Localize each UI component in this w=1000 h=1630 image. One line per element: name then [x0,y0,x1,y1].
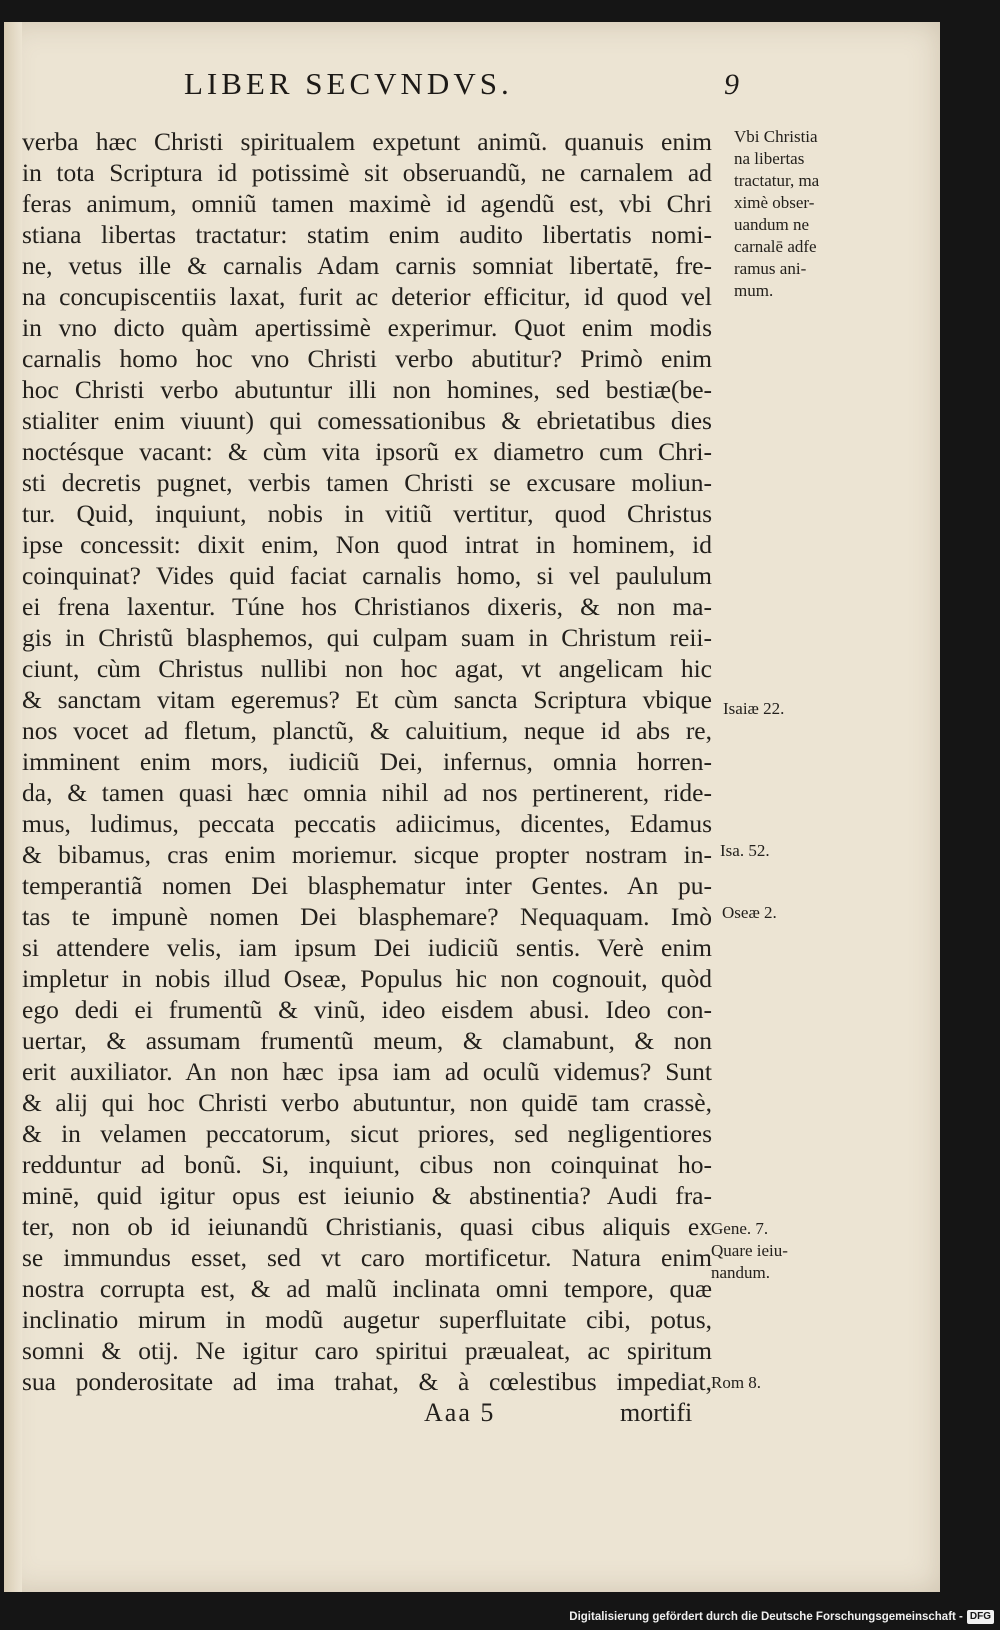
text-line: si attendere velis, iam ipsum Dei iudiciũ sentis. Verè enim [22,933,712,962]
text-line: nos vocet ad fletum, planctũ, & caluitium, neque id abs re, [22,716,712,745]
text-line: da, & tamen quasi hæc omnia nihil ad nos pertinerent, ride- [22,778,712,807]
text-line: ei frena laxentur. Túne hos Christianos dixeris, & non ma- [22,592,712,621]
marginal-note [722,902,862,924]
text-line: redduntur ad bonũ. Si, inquiunt, cibus non coinquinat ho- [22,1150,712,1179]
text-line: noctésque vacant: & cùm vita ipsorũ ex diametro cum Chri- [22,437,712,466]
marginal-note-line: ximè obser- [734,193,815,212]
signature-mark: Aaa 5 [424,1398,496,1427]
marginal-note [711,1218,851,1284]
text-line: ne, vetus ille & carnalis Adam carnis somniat libertatē, fre- [22,251,712,280]
text-line: tas te impunè nomen Dei blasphemare? Nequaquam. Imò [22,902,712,931]
marginal-note [720,840,860,862]
marginal-note-line: Vbi Christia [734,127,818,146]
text-line: & in velamen peccatorum, sicut priores, sed negligentiores [22,1119,712,1148]
marginal-note-line: Isaiæ 22. [723,699,785,718]
text-line: & bibamus, cras enim moriemur. sicque propter nostram in- [22,840,712,869]
text-line: inclinatio mirum in modũ augetur superfluitate cibi, potus, [22,1305,712,1334]
marginal-note [711,1372,851,1394]
credit-text: Digitalisierung gefördert durch die Deutsche Forschungsgemeinschaft - [569,1611,963,1623]
body-text-block [22,126,712,1397]
text-line: na concupiscentiis laxat, furit ac deterior efficitur, id quod vel [22,282,712,311]
digitization-credit [569,1610,994,1624]
marginal-note-line: mum. [734,281,774,300]
text-line: sua ponderositate ad ima trahat, & à cœlestibus impediat, [22,1367,712,1396]
text-line: in vno dicto quàm apertissimè experimur. Quot enim modis [22,313,712,342]
text-line: mus, ludimus, peccata peccatis adiicimus, dicentes, Edamus [22,809,712,838]
text-line: carnalis homo hoc vno Christi verbo abutitur? Primò enim [22,344,712,373]
text-line: sti decretis pugnet, verbis tamen Christi se excusare moliun- [22,468,712,497]
marginal-note [734,126,874,302]
text-line: se immundus esset, sed vt caro mortificetur. Natura enim [22,1243,712,1272]
text-line: coinquinat? Vides quid faciat carnalis homo, si vel paululum [22,561,712,590]
catchword: mortifi [620,1398,693,1427]
dfg-logo: DFG [967,1610,994,1624]
text-line: minē, quid igitur opus est ieiunio & abstinentia? Audi fra- [22,1181,712,1210]
text-line: stialiter enim viuunt) qui comessationibus & ebrietatibus dies [22,406,712,435]
marginal-note-line: Quare ieiu- [711,1241,788,1260]
text-line: temperantiã nomen Dei blasphematur inter Gentes. An pu- [22,871,712,900]
text-line: ego dedi ei frumentũ & vinũ, ideo eisdem abusi. Ideo con- [22,995,712,1024]
marginal-note-line: Gene. 7. [711,1219,769,1238]
marginal-note-line: Isa. 52. [720,841,770,860]
text-line: feras animum, omniũ tamen maximè id agendũ est, vbi Chri [22,189,712,218]
page-gutter-edge [4,22,22,1592]
text-line: hoc Christi verbo abutuntur illi non homines, sed bestiæ(be- [22,375,712,404]
text-line: & sanctam vitam egeremus? Et cùm sancta Scriptura vbique [22,685,712,714]
marginal-note [723,698,863,720]
text-line: uertar, & assumam frumentũ meum, & clamabunt, & non [22,1026,712,1055]
book-page [4,22,940,1592]
marginal-note-line: carnalē adfe [734,237,817,256]
text-line: nostra corrupta est, & ad malũ inclinata omni tempore, quæ [22,1274,712,1303]
text-line: impletur in nobis illud Oseæ, Populus hic non cognouit, quòd [22,964,712,993]
marginal-note-line: na libertas [734,149,805,168]
text-line: ter, non ob id ieiunandũ Christianis, quasi cibus aliquis ex [22,1212,712,1241]
text-line: ipse concessit: dixit enim, Non quod intrat in hominem, id [22,530,712,559]
folio-number: 9 [724,68,739,101]
marginal-note-line: Rom 8. [711,1373,762,1392]
text-line: somni & otij. Ne igitur caro spiritui præualeat, ac spiritum [22,1336,712,1365]
text-line: verba hæc Christi spiritualem expetunt animũ. quanuis enim [22,127,712,156]
marginal-note-line: nandum. [711,1263,771,1282]
marginal-note-line: ramus ani- [734,259,807,278]
running-header-title: LIBER SECVNDVS. [184,66,513,101]
marginal-note-line: Oseæ 2. [722,903,777,922]
text-line: & alij qui hoc Christi verbo abutuntur, non quidē tam crassè, [22,1088,712,1117]
text-line: gis in Christũ blasphemos, qui culpam suam in Christum reii- [22,623,712,652]
text-line: in tota Scriptura id potissimè sit obseruandũ, ne carnalem ad [22,158,712,187]
text-line: stiana libertas tractatur: statim enim audito libertatis nomi- [22,220,712,249]
text-line: erit auxiliator. An non hæc ipsa iam ad oculũ videmus? Sunt [22,1057,712,1086]
marginal-note-line: tractatur, ma [734,171,820,190]
text-line: tur. Quid, inquiunt, nobis in vitiũ vertitur, quod Christus [22,499,712,528]
text-line: imminent enim mors, iudiciũ Dei, infernus, omnia horren- [22,747,712,776]
text-line: ciunt, cùm Christus nullibi non hoc agat, vt angelicam hic [22,654,712,683]
marginal-note-line: uandum ne [734,215,810,234]
